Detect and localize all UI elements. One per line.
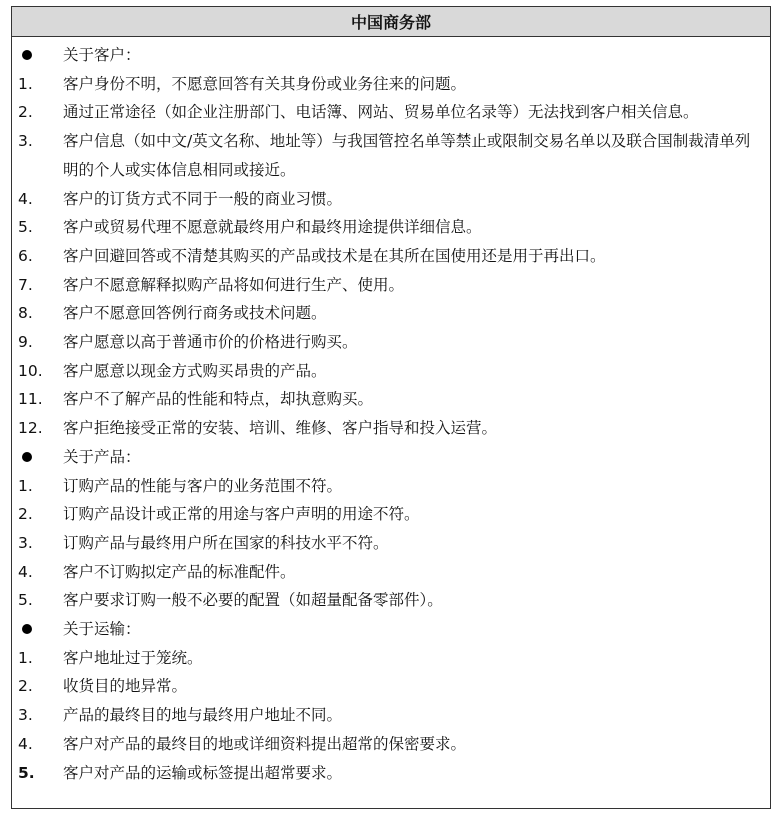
section-heading — [12, 615, 770, 644]
list-item — [12, 644, 770, 673]
list-item — [12, 242, 770, 271]
section-heading — [12, 41, 770, 70]
item-text: 客户不了解产品的性能和特点，却执意购买。 — [63, 390, 374, 409]
item-number: 2. — [18, 103, 33, 122]
item-number: 4. — [18, 189, 33, 208]
list-item — [12, 70, 770, 99]
bullet-icon — [12, 41, 63, 70]
item-text: 客户或贸易代理不愿意就最终用户和最终用途提供详细信息。 — [63, 218, 482, 237]
item-text: 客户不订购拟定产品的标准配件。 — [63, 562, 296, 581]
item-number: 5. — [18, 763, 35, 782]
item-text: 客户愿意以高于普通市价的价格进行购买。 — [63, 333, 358, 352]
item-text: 客户愿意以现金方式购买昂贵的产品。 — [63, 361, 327, 380]
item-number: 8. — [18, 304, 33, 323]
item-text: 客户地址过于笼统。 — [63, 648, 203, 667]
list-item — [12, 500, 770, 529]
page-title: 中国商务部 — [350, 13, 431, 32]
list-item — [12, 586, 770, 615]
document-table — [11, 6, 771, 809]
item-number: 12. — [18, 419, 43, 438]
item-number: 1. — [18, 648, 33, 667]
list-item — [12, 385, 770, 414]
item-number: 9. — [18, 333, 33, 352]
item-number: 3. — [18, 533, 33, 552]
item-text: 客户对产品的最终目的地或详细资料提出超常的保密要求。 — [63, 734, 467, 753]
item-number: 3. — [18, 132, 33, 151]
list-item — [12, 414, 770, 443]
list-item — [12, 529, 770, 558]
bullet-icon — [12, 615, 63, 644]
list-item — [12, 213, 770, 242]
list-item — [12, 672, 770, 701]
item-text: 客户回避回答或不清楚其购买的产品或技术是在其所在国使用还是用于再出口。 — [63, 246, 606, 265]
list-item — [12, 357, 770, 386]
item-text: 客户拒绝接受正常的安装、培训、维修、客户指导和投入运营。 — [63, 419, 498, 438]
list-item — [12, 730, 770, 759]
item-text: 客户信息（如中文/英文名称、地址等）与我国管控名单等禁止或限制交易名单以及联合国制裁清单列明的个人或实体信息相同或接近。 — [63, 132, 751, 179]
list-item — [12, 299, 770, 328]
item-number: 2. — [18, 505, 33, 524]
item-text: 订购产品设计或正常的用途与客户声明的用途不符。 — [63, 505, 420, 524]
item-text: 产品的最终目的地与最终用户地址不同。 — [63, 706, 343, 725]
item-number: 1. — [18, 476, 33, 495]
item-number: 7. — [18, 275, 33, 294]
item-number: 4. — [18, 562, 33, 581]
section-heading — [12, 443, 770, 472]
item-number: 5. — [18, 218, 33, 237]
table-header — [12, 7, 770, 37]
bullet-dot-icon — [22, 624, 32, 634]
bullet-icon — [12, 443, 63, 472]
item-text: 客户身份不明，不愿意回答有关其身份或业务往来的问题。 — [63, 74, 467, 93]
list-item — [12, 759, 770, 788]
list-item — [12, 472, 770, 501]
item-text: 订购产品与最终用户所在国家的科技水平不符。 — [63, 533, 389, 552]
item-text: 客户不愿意解释拟购产品将如何进行生产、使用。 — [63, 275, 405, 294]
item-list — [12, 37, 770, 787]
list-item — [12, 701, 770, 730]
item-text: 客户的订货方式不同于一般的商业习惯。 — [63, 189, 343, 208]
list-item — [12, 328, 770, 357]
item-number: 3. — [18, 706, 33, 725]
list-item — [12, 185, 770, 214]
list-item — [12, 558, 770, 587]
item-text: 客户对产品的运输或标签提出超常要求。 — [63, 763, 343, 782]
list-item — [12, 127, 770, 184]
bullet-dot-icon — [22, 452, 32, 462]
item-text: 客户要求订购一般不必要的配置（如超量配备零部件）。 — [63, 591, 443, 610]
item-number: 11. — [18, 390, 43, 409]
item-text: 收货目的地异常。 — [63, 677, 188, 696]
item-number: 6. — [18, 246, 33, 265]
section-heading-text: 关于产品： — [63, 447, 141, 466]
item-number: 4. — [18, 734, 33, 753]
item-text: 客户不愿意回答例行商务或技术问题。 — [63, 304, 327, 323]
bullet-dot-icon — [22, 50, 32, 60]
item-text: 订购产品的性能与客户的业务范围不符。 — [63, 476, 343, 495]
item-number: 1. — [18, 74, 33, 93]
item-number: 10. — [18, 361, 43, 380]
item-number: 5. — [18, 591, 33, 610]
list-item — [12, 271, 770, 300]
section-heading-text: 关于运输： — [63, 620, 141, 639]
list-item — [12, 98, 770, 127]
item-text: 通过正常途径（如企业注册部门、电话簿、网站、贸易单位名录等）无法找到客户相关信息。 — [63, 103, 699, 122]
item-number: 2. — [18, 677, 33, 696]
section-heading-text: 关于客户： — [63, 46, 141, 64]
